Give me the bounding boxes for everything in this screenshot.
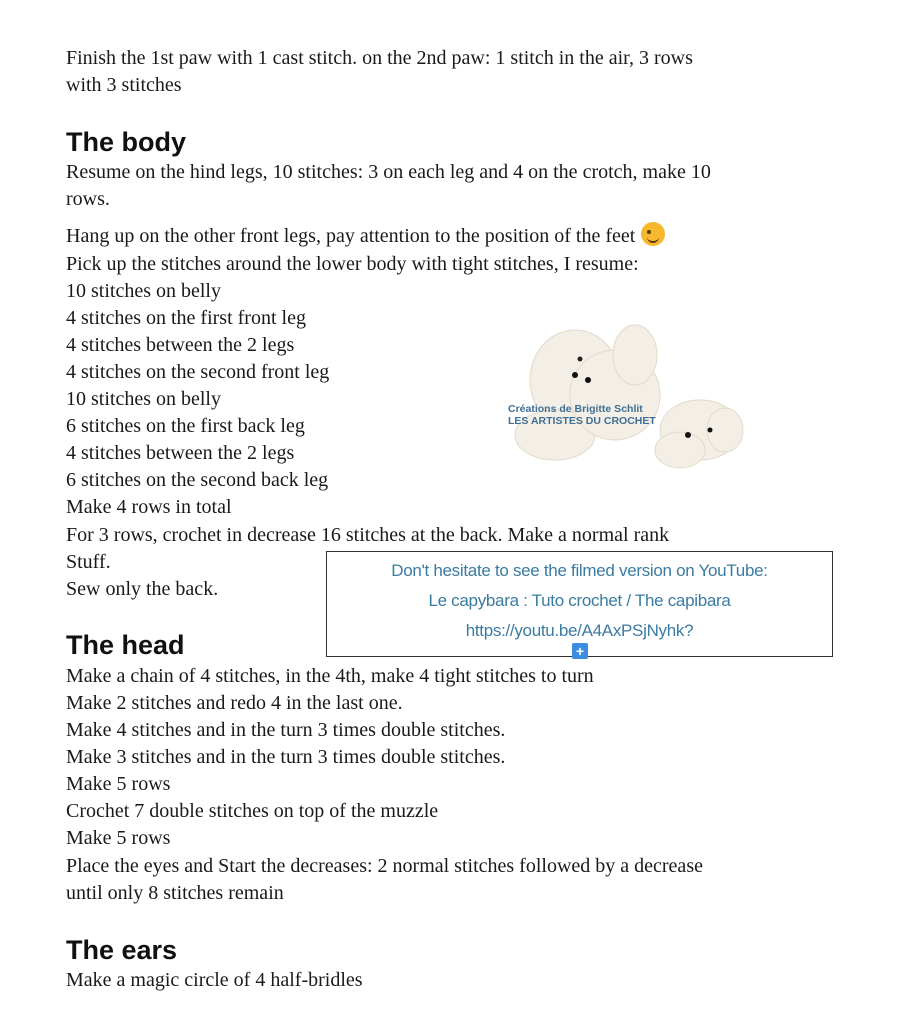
text-line: Make 2 stitches and redo 4 in the last one. <box>66 692 403 714</box>
add-button[interactable]: + <box>572 643 588 659</box>
winking-face-emoji-icon <box>641 222 665 246</box>
text-line: Make 4 rows in total <box>66 496 232 518</box>
text-line: 10 stitches on belly <box>66 280 221 302</box>
text-line: Make a magic circle of 4 half-bridles <box>66 969 363 991</box>
text-line: Resume on the hind legs, 10 stitches: 3 on each leg and 4 on the crotch, make 10 <box>66 161 711 183</box>
text-line: 4 stitches on the second front leg <box>66 361 330 383</box>
text-line: Pick up the stitches around the lower body with tight stitches, I resume: <box>66 253 639 275</box>
youtube-link[interactable]: https://youtu.be/A4AxPSjNyhk? <box>465 621 694 640</box>
text-line: 4 stitches between the 2 legs <box>66 334 295 356</box>
youtube-text-line: Le capybara : Tuto crochet / The capibara <box>428 591 731 610</box>
text-line: Make 3 stitches and in the turn 3 times double stitches. <box>66 746 506 768</box>
text-line: with 3 stitches <box>66 74 182 96</box>
text-line: For 3 rows, crochet in decrease 16 stitches at the back. Make a normal rank <box>66 524 670 546</box>
dogs-illustration <box>505 315 750 475</box>
heading-body: The body <box>66 127 186 157</box>
text-line: 10 stitches on belly <box>66 388 221 410</box>
text: Hang up on the other front legs, pay attention to the position of the feet <box>66 225 636 247</box>
text-line: 6 stitches on the second back leg <box>66 469 329 491</box>
text-line: rows. <box>66 188 110 210</box>
text-line: Make a chain of 4 stitches, in the 4th, make 4 tight stitches to turn <box>66 665 594 687</box>
text-line: Make 4 stitches and in the turn 3 times double stitches. <box>66 719 506 741</box>
text-line: Make 5 rows <box>66 773 171 795</box>
watermark-line: Créations de Brigitte Schlit <box>508 403 643 415</box>
text-line <box>66 222 665 248</box>
text-line: 6 stitches on the first back leg <box>66 415 305 437</box>
youtube-text-box[interactable] <box>326 551 833 657</box>
text-line: Place the eyes and Start the decreases: 2 normal stitches followed by a decrease <box>66 855 703 877</box>
youtube-text-line: Don't hesitate to see the filmed version on YouTube: <box>391 561 768 580</box>
text-line: 4 stitches on the first front leg <box>66 307 306 329</box>
text-line: Crochet 7 double stitches on top of the muzzle <box>66 800 439 822</box>
text-line: Stuff. <box>66 551 111 573</box>
heading-head: The head <box>66 630 185 660</box>
text-line: Sew only the back. <box>66 578 219 600</box>
text-line: Finish the 1st paw with 1 cast stitch. on the 2nd paw: 1 stitch in the air, 3 rows <box>66 47 693 69</box>
text-line: until only 8 stitches remain <box>66 882 284 904</box>
text-line: 4 stitches between the 2 legs <box>66 442 295 464</box>
heading-ears: The ears <box>66 935 178 965</box>
text-line: Make 5 rows <box>66 827 171 849</box>
crochet-dogs-photo <box>505 315 750 475</box>
watermark-line: LES ARTISTES DU CROCHET <box>508 415 656 427</box>
